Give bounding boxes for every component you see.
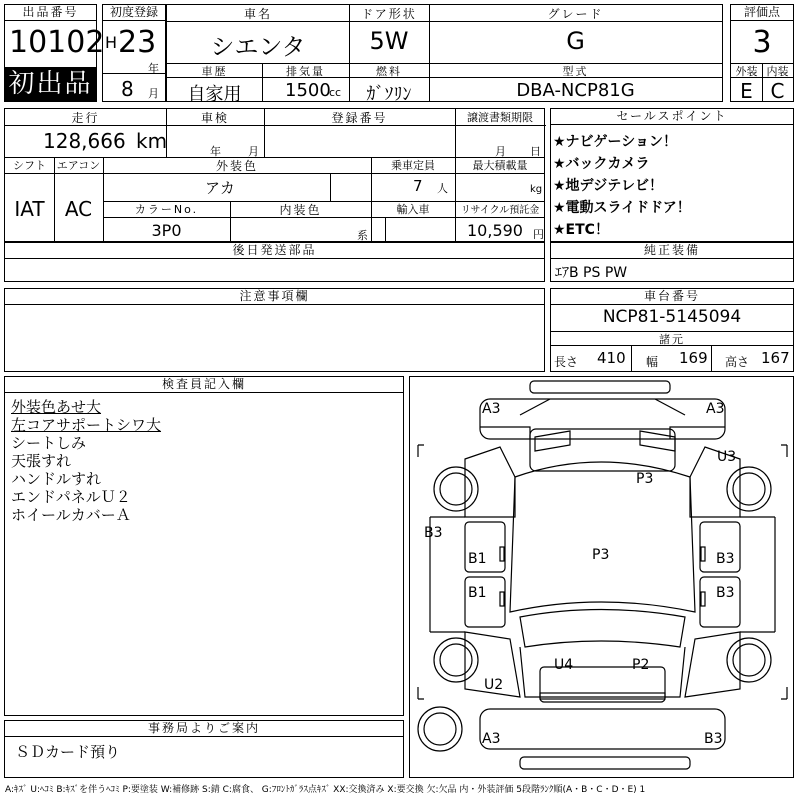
length-label: 長さ bbox=[554, 355, 579, 369]
car-name: シエンタ bbox=[210, 33, 306, 61]
length-value: 410 bbox=[597, 349, 626, 367]
exterior-color: アカ bbox=[205, 179, 235, 197]
interior-label: 内装 bbox=[766, 65, 789, 78]
fuel-label: 燃料 bbox=[376, 65, 402, 78]
car-diagram bbox=[409, 376, 794, 778]
import-label: 輸入車 bbox=[396, 203, 430, 216]
inspector-box bbox=[4, 376, 404, 716]
fuel: ｶﾞｿﾘﾝ bbox=[366, 84, 412, 105]
door-type: 5W bbox=[369, 27, 409, 55]
mileage-label: 走行 bbox=[71, 111, 100, 125]
mark-left-rear-corner: U2 bbox=[484, 677, 504, 693]
recycle-label: リサイクル預託金 bbox=[460, 205, 540, 216]
sales-point-1: ★ナビゲーション！ bbox=[553, 134, 677, 150]
sales-points-box bbox=[550, 108, 794, 242]
notes-box bbox=[4, 288, 545, 372]
mark-hood: P3 bbox=[636, 471, 654, 487]
office-label: 事務局よりご案内 bbox=[5, 721, 403, 737]
reg-number-label: 登録番号 bbox=[331, 111, 388, 125]
load-label: 最大積載量 bbox=[472, 159, 528, 172]
grade-label: グレード bbox=[547, 7, 604, 21]
inspection-label: 車検 bbox=[200, 111, 229, 125]
chassis-label: 車台番号 bbox=[551, 289, 793, 305]
inspector-line-5: ハンドルすれ bbox=[11, 470, 102, 488]
sales-point-2: ★バックカメラ bbox=[553, 156, 650, 172]
lot-label: 出品番号 bbox=[5, 5, 96, 21]
transfer-month-unit: 月 bbox=[495, 145, 506, 158]
exterior-label: 外装 bbox=[735, 65, 758, 78]
chassis-box bbox=[550, 288, 794, 372]
mark-left-rear: B1 bbox=[468, 585, 487, 601]
first-reg-label: 初度登録 bbox=[103, 5, 165, 21]
mark-roof: P3 bbox=[592, 547, 610, 563]
width-label: 幅 bbox=[646, 355, 659, 369]
model-label: 型式 bbox=[562, 65, 589, 78]
first-registration-box bbox=[102, 4, 166, 102]
shift-label: シフト bbox=[13, 159, 46, 172]
mark-front-left: A3 bbox=[482, 401, 501, 417]
mark-rear-left: A3 bbox=[482, 731, 501, 747]
sales-point-4: ★電動スライドドア！ bbox=[553, 200, 691, 216]
office-box bbox=[4, 720, 404, 778]
sales-points-label: セールスポイント bbox=[551, 109, 793, 125]
exterior-grade: E bbox=[740, 79, 753, 103]
lot-number: 10102 bbox=[9, 25, 105, 60]
month-unit: 月 bbox=[148, 87, 159, 100]
year-unit: 年 bbox=[148, 62, 159, 75]
equipment-list: ｴｱB PS PW bbox=[555, 265, 628, 281]
inspector-line-7: ホイールカバーＡ bbox=[11, 506, 131, 524]
history-label: 車歴 bbox=[201, 65, 228, 78]
width-value: 169 bbox=[679, 349, 708, 367]
inspector-line-1: 外装色あせ大 bbox=[11, 398, 102, 416]
office-message: ＳＤカード預り bbox=[15, 743, 121, 761]
shift-type: IAT bbox=[14, 197, 45, 221]
transfer-label: 譲渡書類期限 bbox=[467, 111, 533, 124]
mark-tailgate-right: P2 bbox=[632, 657, 650, 673]
inspection-month-unit: 月 bbox=[248, 145, 259, 158]
score-box bbox=[730, 4, 794, 102]
capacity: 7 bbox=[413, 177, 423, 195]
mark-right-front: B3 bbox=[716, 551, 735, 567]
first-listing-badge: 初出品 bbox=[5, 67, 96, 101]
recycle-fee: 10,590 bbox=[467, 221, 523, 240]
mark-tailgate-left: U4 bbox=[554, 657, 574, 673]
grade: G bbox=[566, 27, 585, 55]
chassis-number: NCP81-5145094 bbox=[602, 307, 742, 327]
first-reg-year: 23 bbox=[118, 25, 157, 60]
inspector-line-3: シートしみ bbox=[11, 434, 87, 452]
mark-right-front-door: U3 bbox=[717, 449, 737, 465]
interior-color-label: 内装色 bbox=[279, 203, 322, 217]
door-label: ドア形状 bbox=[361, 7, 417, 21]
displacement-label: 排気量 bbox=[286, 65, 325, 78]
mark-left-front: B1 bbox=[468, 551, 487, 567]
exterior-color-label: 外装色 bbox=[215, 159, 258, 173]
car-outline bbox=[410, 377, 793, 777]
ac-type: AC bbox=[64, 197, 93, 221]
dimensions-label: 諸元 bbox=[659, 333, 685, 346]
inspector-line-2: 左コアサポートシワ大 bbox=[11, 416, 162, 434]
mileage-unit: km bbox=[136, 129, 168, 153]
score: 3 bbox=[752, 25, 772, 60]
mark-front-right: A3 bbox=[706, 401, 725, 417]
mileage: 128,666 bbox=[43, 129, 126, 153]
height-value: 167 bbox=[761, 349, 790, 367]
car-name-label: 車名 bbox=[243, 7, 272, 21]
capacity-label: 乗車定員 bbox=[391, 159, 435, 172]
sales-point-5: ★ETC！ bbox=[553, 222, 609, 238]
inspection-year-unit: 年 bbox=[210, 145, 221, 158]
vehicle-top-box bbox=[166, 4, 723, 105]
mark-right-rear: B3 bbox=[716, 585, 735, 601]
interior-color-unit: 系 bbox=[357, 229, 368, 242]
equipment-box bbox=[550, 242, 794, 282]
model-code: DBA-NCP81G bbox=[516, 80, 635, 101]
mark-rear-right: B3 bbox=[704, 731, 723, 747]
notes-label: 注意事項欄 bbox=[5, 289, 544, 305]
transfer-day-unit: 日 bbox=[530, 145, 541, 158]
displacement: 1500 bbox=[285, 80, 331, 101]
sales-point-3: ★地デジテレビ！ bbox=[553, 178, 663, 194]
displacement-unit: cc bbox=[329, 86, 342, 99]
lot-box bbox=[4, 4, 105, 102]
inspector-line-6: エンドパネルＵ２ bbox=[11, 488, 131, 506]
height-label: 高さ bbox=[725, 355, 750, 369]
score-label: 評価点 bbox=[731, 5, 793, 21]
legend-text: A:ｷｽﾞ U:ﾍｺﾐ B:ｷｽﾞを伴うﾍｺﾐ P:要塗装 W:補修跡 S:錆 C:腐食、 G:ﾌﾛﾝﾄｶﾞﾗｽ点ｷｽﾞ XX:交換済み X:要交換 欠:欠品 内・外装評価 5段階ﾗﾝｸ順(A・B・C・D・E) 1 bbox=[5, 785, 646, 795]
inspector-line-4: 天張すれ bbox=[11, 452, 72, 470]
mark-left-fender: B3 bbox=[424, 525, 443, 541]
first-reg-month: 8 bbox=[121, 77, 134, 101]
specs-table bbox=[4, 108, 545, 242]
interior-grade: C bbox=[770, 79, 785, 103]
car-history: 自家用 bbox=[187, 84, 242, 105]
later-parts-box bbox=[4, 242, 545, 282]
capacity-unit: 人 bbox=[437, 182, 448, 195]
later-parts-label: 後日発送部品 bbox=[5, 243, 544, 259]
ac-label: エアコン bbox=[56, 159, 101, 172]
color-number: 3P0 bbox=[151, 221, 182, 240]
equipment-label: 純正装備 bbox=[551, 243, 793, 259]
era-label: H bbox=[105, 33, 118, 52]
inspector-label: 検査員記入欄 bbox=[5, 377, 403, 393]
color-no-label: カラーNo. bbox=[134, 203, 199, 216]
load-unit: kg bbox=[530, 184, 543, 195]
recycle-unit: 円 bbox=[533, 228, 544, 241]
